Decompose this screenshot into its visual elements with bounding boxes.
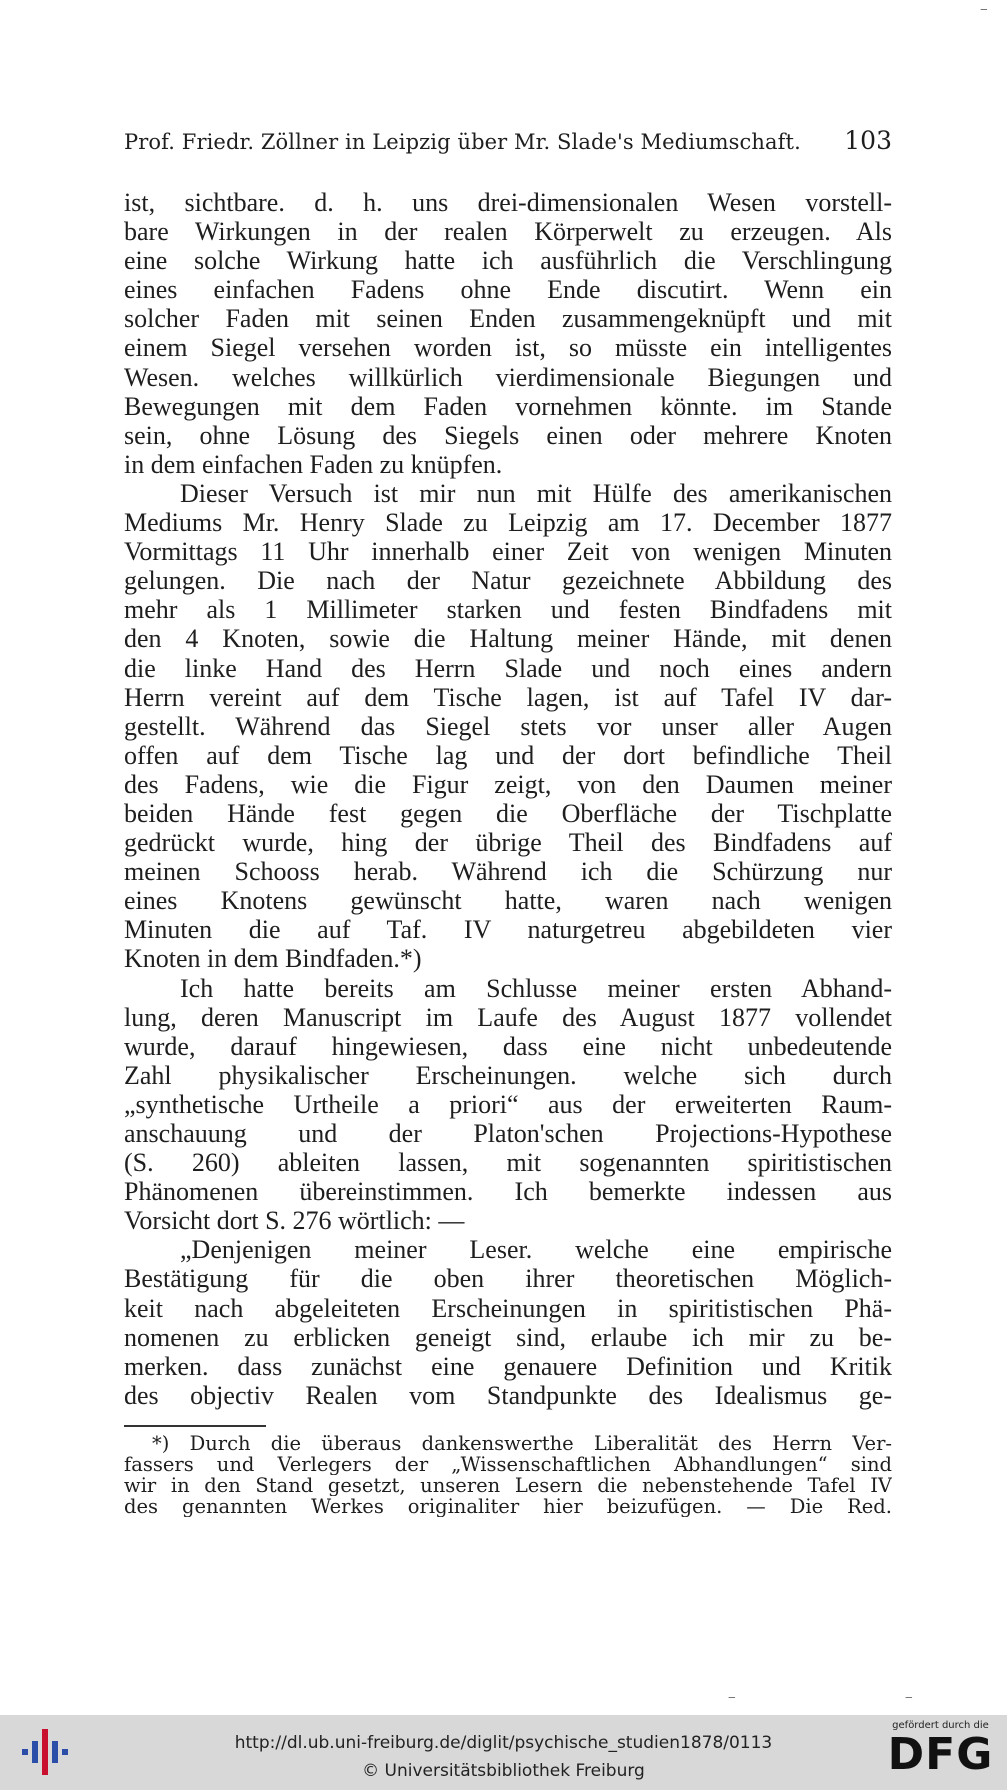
text-line: bare Wirkungen in der realen Körperwelt zu erzeugen. Als <box>124 217 892 247</box>
text-line: nomenen zu erblicken geneigt sind, erlaube ich mir zu be- <box>124 1322 892 1352</box>
text-line: „synthetische Urtheile a priori“ aus der erweiterten Raum- <box>124 1089 892 1119</box>
text-line: gestellt. Während das Siegel stets vor unser aller Augen <box>124 711 892 741</box>
dfg-logo <box>883 1720 998 1786</box>
text-line: ist, sichtbare. d. h. uns drei-dimensionalen Wesen vorstell- <box>124 188 892 217</box>
footnote-line: fassers und Verlegers der „Wissenschaftlichen Abhandlungen“ sind <box>124 1454 892 1475</box>
text-line: anschauung und der Platon'schen Projections-Hypothese <box>124 1119 892 1148</box>
text-line: den 4 Knoten, sowie die Haltung meiner Hände, mit denen <box>124 624 892 654</box>
text-line: Zahl physikalischer Erscheinungen. welche sich durch <box>124 1060 892 1090</box>
text-line: in dem einfachen Faden zu knüpfen. <box>124 449 503 479</box>
text-line: merken. dass zunächst eine genauere Definition und Kritik <box>124 1351 892 1381</box>
text-line: Knoten in dem Bindfaden.*) <box>124 944 422 974</box>
dfg-logo-text: DFG <box>887 1729 994 1780</box>
footnote-line: wir in den Stand gesetzt, unseren Lesern die nebenstehende Tafel IV <box>124 1475 892 1496</box>
text-line: „Denjenigen meiner Leser. welche eine empirische <box>180 1235 892 1265</box>
text-line: Vormittags 11 Uhr innerhalb einer Zeit von wenigen Minuten <box>124 537 892 567</box>
page-number: 103 <box>844 126 892 155</box>
text-line: Phänomenen übereinstimmen. Ich bemerkte indessen aus <box>124 1177 892 1207</box>
text-line: des Fadens, wie die Figur zeigt, von den Daumen meiner <box>124 769 892 799</box>
footnote <box>124 1433 892 1517</box>
scan-mark: ‒ <box>905 1690 913 1704</box>
source-url-link[interactable]: http://dl.ub.uni-freiburg.de/diglit/psychische_studien1878/0113 <box>234 1733 773 1753</box>
footnote-line: des genannten Werkes originaliter hier beizufügen. — Die Red. <box>124 1496 892 1517</box>
text-line: des objectiv Realen vom Standpunkte des Idealismus ge- <box>124 1380 892 1410</box>
footer-bar <box>0 1715 1007 1790</box>
text-line: Mediums Mr. Henry Slade zu Leipzig am 17. December 1877 <box>124 508 892 538</box>
text-line: Wesen. welches willkürlich vierdimensionale Biegungen und <box>124 362 892 392</box>
text-line: Vorsicht dort S. 276 wörtlich: — <box>124 1206 465 1236</box>
text-line: beiden Hände fest gegen die Oberfläche der Tischplatte <box>124 798 892 828</box>
text-line: offen auf dem Tische lag und der dort befindliche Theil <box>124 740 892 770</box>
text-line: keit nach abgeleiteten Erscheinungen in spiritistischen Phä- <box>124 1293 892 1323</box>
text-line: Herrn vereint auf dem Tische lagen, ist auf Tafel IV dar- <box>124 682 892 712</box>
text-line: Bestätigung für die oben ihrer theoretischen Möglich- <box>124 1264 892 1294</box>
text-line: (S. 260) ableiten lassen, mit sogenannten spiritistischen <box>124 1148 892 1178</box>
footnote-line: *) Durch die überaus dankenswerthe Liberalität des Herrn Ver- <box>152 1433 892 1454</box>
sponsor-text: gefördert durch die <box>892 1720 989 1731</box>
running-header <box>124 126 892 166</box>
text-line: eine solche Wirkung hatte ich ausführlich die Verschlingung <box>124 246 892 276</box>
text-line: einem Siegel versehen worden ist, so müsste ein intelligentes <box>124 333 892 363</box>
text-line: Ich hatte bereits am Schlusse meiner ersten Abhand- <box>180 973 892 1003</box>
text-line: solcher Faden mit seinen Enden zusammengeknüpft und mit <box>124 304 892 334</box>
text-line: meinen Schooss herab. Während ich die Schürzung nur <box>124 857 892 887</box>
text-line: mehr als 1 Millimeter starken und festen Bindfadens mit <box>124 595 892 625</box>
footnote-rule <box>124 1425 266 1427</box>
text-line: gelungen. Die nach der Natur gezeichnete Abbildung des <box>124 566 892 596</box>
text-line: sein, ohne Lösung des Siegels einen oder mehrere Knoten <box>124 420 892 450</box>
scan-mark: ‒ <box>980 2 988 16</box>
text-line: Minuten die auf Taf. IV naturgetreu abgebildeten vier <box>124 915 892 945</box>
text-line: gedrückt wurde, hing der übrige Theil des Bindfadens auf <box>124 828 892 858</box>
text-line: eines einfachen Fadens ohne Ende discutirt. Wenn ein <box>124 275 892 305</box>
body-text <box>124 188 892 1410</box>
running-title: Prof. Friedr. Zöllner in Leipzig über Mr. Slade's Mediumschaft. <box>124 130 801 154</box>
scan-mark: ‒ <box>728 1690 736 1704</box>
text-line: lung, deren Manuscript im Laufe des August 1877 vollendet <box>124 1002 892 1032</box>
text-line: Dieser Versuch ist mir nun mit Hülfe des amerikanischen <box>180 478 892 508</box>
text-line: eines Knotens gewünscht hatte, waren nach wenigen <box>124 886 892 916</box>
copyright-text: © Universitätsbibliothek Freiburg <box>362 1761 645 1781</box>
text-line: wurde, darauf hingewiesen, dass eine nicht unbedeutende <box>124 1031 892 1061</box>
text-line: Bewegungen mit dem Faden vornehmen könnte. im Stande <box>124 391 892 421</box>
text-line: die linke Hand des Herrn Slade und noch eines andern <box>124 653 892 683</box>
